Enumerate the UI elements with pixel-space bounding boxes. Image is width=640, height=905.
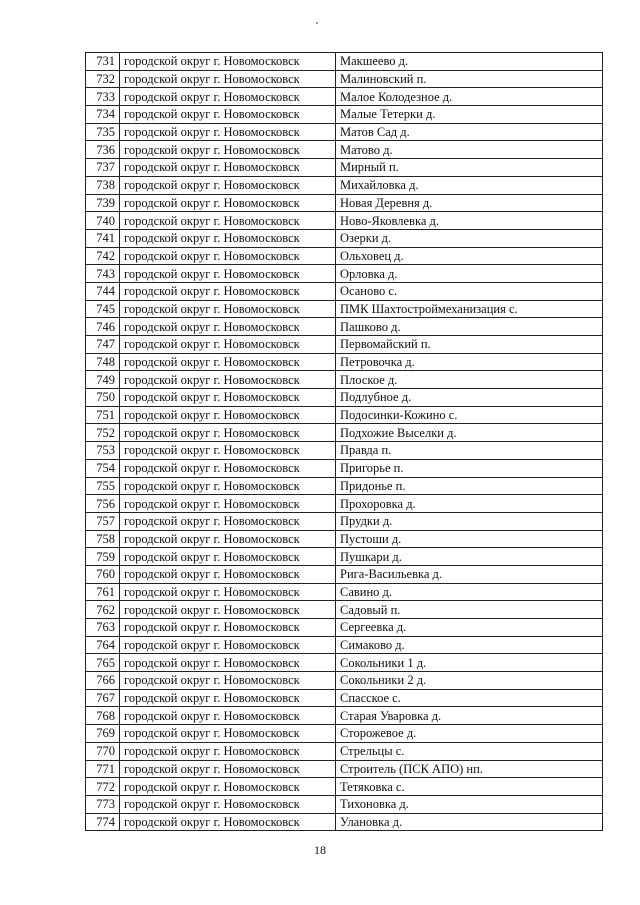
district-cell: городской округ г. Новомосковск (120, 318, 336, 336)
district-cell: городской округ г. Новомосковск (120, 654, 336, 672)
row-number-cell: 731 (86, 53, 120, 71)
settlement-cell: Сторожевое д. (336, 725, 603, 743)
row-number-cell: 737 (86, 159, 120, 177)
row-number-cell: 766 (86, 672, 120, 690)
district-cell: городской округ г. Новомосковск (120, 88, 336, 106)
district-cell: городской округ г. Новомосковск (120, 742, 336, 760)
table-row (86, 336, 603, 354)
settlement-cell: Макшеево д. (336, 53, 603, 71)
settlement-cell: Первомайский п. (336, 336, 603, 354)
row-number-cell: 745 (86, 300, 120, 318)
table-row (86, 265, 603, 283)
row-number-cell: 753 (86, 442, 120, 460)
district-cell: городской округ г. Новомосковск (120, 565, 336, 583)
settlement-cell: Сергеевка д. (336, 619, 603, 637)
row-number-cell: 751 (86, 406, 120, 424)
settlement-cell: Орловка д. (336, 265, 603, 283)
settlement-cell: Ольховец д. (336, 247, 603, 265)
table-row (86, 512, 603, 530)
settlement-cell: Пашково д. (336, 318, 603, 336)
district-cell: городской округ г. Новомосковск (120, 70, 336, 88)
table-row (86, 530, 603, 548)
table-row (86, 176, 603, 194)
row-number-cell: 767 (86, 689, 120, 707)
district-cell: городской округ г. Новомосковск (120, 495, 336, 513)
settlement-cell: Михайловка д. (336, 176, 603, 194)
district-cell: городской округ г. Новомосковск (120, 548, 336, 566)
district-cell: городской округ г. Новомосковск (120, 265, 336, 283)
table-row (86, 282, 603, 300)
settlement-cell: Строитель (ПСК АПО) нп. (336, 760, 603, 778)
district-cell: городской округ г. Новомосковск (120, 353, 336, 371)
district-cell: городской округ г. Новомосковск (120, 159, 336, 177)
table-row (86, 654, 603, 672)
row-number-cell: 756 (86, 495, 120, 513)
settlement-cell: Новая Деревня д. (336, 194, 603, 212)
row-number-cell: 773 (86, 795, 120, 813)
table-row (86, 318, 603, 336)
row-number-cell: 755 (86, 477, 120, 495)
table-row (86, 760, 603, 778)
table-row (86, 707, 603, 725)
table-row (86, 725, 603, 743)
district-cell: городской округ г. Новомосковск (120, 282, 336, 300)
district-cell: городской округ г. Новомосковск (120, 530, 336, 548)
settlement-cell: Ново-Яковлевка д. (336, 212, 603, 230)
row-number-cell: 765 (86, 654, 120, 672)
district-cell: городской округ г. Новомосковск (120, 813, 336, 831)
table-row (86, 795, 603, 813)
row-number-cell: 750 (86, 389, 120, 407)
table-row (86, 70, 603, 88)
settlement-cell: Подлубное д. (336, 389, 603, 407)
settlement-cell: Сокольники 2 д. (336, 672, 603, 690)
row-number-cell: 748 (86, 353, 120, 371)
table-row (86, 141, 603, 159)
row-number-cell: 746 (86, 318, 120, 336)
settlement-cell: Тетяковка с. (336, 778, 603, 796)
table-row (86, 583, 603, 601)
settlement-cell: Озерки д. (336, 229, 603, 247)
row-number-cell: 742 (86, 247, 120, 265)
row-number-cell: 744 (86, 282, 120, 300)
settlement-cell: Матово д. (336, 141, 603, 159)
settlement-cell: Пушкари д. (336, 548, 603, 566)
table-body (86, 53, 603, 831)
settlement-cell: Плоское д. (336, 371, 603, 389)
district-cell: городской округ г. Новомосковск (120, 247, 336, 265)
district-cell: городской округ г. Новомосковск (120, 106, 336, 124)
table-row (86, 459, 603, 477)
row-number-cell: 768 (86, 707, 120, 725)
district-cell: городской округ г. Новомосковск (120, 601, 336, 619)
district-cell: городской округ г. Новомосковск (120, 707, 336, 725)
district-cell: городской округ г. Новомосковск (120, 477, 336, 495)
district-cell: городской округ г. Новомосковск (120, 300, 336, 318)
row-number-cell: 763 (86, 619, 120, 637)
settlement-cell: Петровочка д. (336, 353, 603, 371)
table-row (86, 424, 603, 442)
table-row (86, 212, 603, 230)
table-row (86, 742, 603, 760)
settlement-cell: Стрельцы с. (336, 742, 603, 760)
row-number-cell: 759 (86, 548, 120, 566)
settlement-cell: Тихоновка д. (336, 795, 603, 813)
district-cell: городской округ г. Новомосковск (120, 795, 336, 813)
settlements-table (85, 52, 603, 831)
settlement-cell: Правда п. (336, 442, 603, 460)
settlement-cell: ПМК Шахтостроймеханизация с. (336, 300, 603, 318)
settlement-cell: Сокольники 1 д. (336, 654, 603, 672)
row-number-cell: 762 (86, 601, 120, 619)
table-row (86, 53, 603, 71)
row-number-cell: 743 (86, 265, 120, 283)
row-number-cell: 758 (86, 530, 120, 548)
district-cell: городской округ г. Новомосковск (120, 619, 336, 637)
table-row (86, 88, 603, 106)
table-row (86, 247, 603, 265)
settlement-cell: Спасское с. (336, 689, 603, 707)
table-row (86, 123, 603, 141)
district-cell: городской округ г. Новомосковск (120, 424, 336, 442)
scan-mark (316, 22, 318, 24)
row-number-cell: 769 (86, 725, 120, 743)
settlement-cell: Матов Сад д. (336, 123, 603, 141)
district-cell: городской округ г. Новомосковск (120, 176, 336, 194)
row-number-cell: 761 (86, 583, 120, 601)
settlement-cell: Савино д. (336, 583, 603, 601)
table-row (86, 229, 603, 247)
table-row (86, 672, 603, 690)
district-cell: городской округ г. Новомосковск (120, 194, 336, 212)
settlement-cell: Рига-Васильевка д. (336, 565, 603, 583)
table-row (86, 778, 603, 796)
district-cell: городской округ г. Новомосковск (120, 760, 336, 778)
district-cell: городской округ г. Новомосковск (120, 212, 336, 230)
row-number-cell: 772 (86, 778, 120, 796)
table-row (86, 300, 603, 318)
settlement-cell: Симаково д. (336, 636, 603, 654)
table-row (86, 619, 603, 637)
district-cell: городской округ г. Новомосковск (120, 229, 336, 247)
settlement-cell: Малиновский п. (336, 70, 603, 88)
row-number-cell: 747 (86, 336, 120, 354)
table-row (86, 353, 603, 371)
table-row (86, 601, 603, 619)
table-row (86, 565, 603, 583)
page-number: 18 (314, 843, 326, 857)
district-cell: городской округ г. Новомосковск (120, 336, 336, 354)
settlement-cell: Прохоровка д. (336, 495, 603, 513)
district-cell: городской округ г. Новомосковск (120, 689, 336, 707)
row-number-cell: 736 (86, 141, 120, 159)
settlement-cell: Старая Уваровка д. (336, 707, 603, 725)
settlement-cell: Придонье п. (336, 477, 603, 495)
row-number-cell: 770 (86, 742, 120, 760)
row-number-cell: 752 (86, 424, 120, 442)
district-cell: городской округ г. Новомосковск (120, 406, 336, 424)
district-cell: городской округ г. Новомосковск (120, 672, 336, 690)
district-cell: городской округ г. Новомосковск (120, 512, 336, 530)
row-number-cell: 732 (86, 70, 120, 88)
district-cell: городской округ г. Новомосковск (120, 389, 336, 407)
row-number-cell: 740 (86, 212, 120, 230)
row-number-cell: 733 (86, 88, 120, 106)
settlement-cell: Подосинки-Кожино с. (336, 406, 603, 424)
table-row (86, 389, 603, 407)
district-cell: городской округ г. Новомосковск (120, 636, 336, 654)
settlement-cell: Малое Колодезное д. (336, 88, 603, 106)
settlement-cell: Малые Тетерки д. (336, 106, 603, 124)
table-row (86, 194, 603, 212)
settlement-cell: Мирный п. (336, 159, 603, 177)
row-number-cell: 734 (86, 106, 120, 124)
district-cell: городской округ г. Новомосковск (120, 778, 336, 796)
table-row (86, 495, 603, 513)
settlement-cell: Пригорье п. (336, 459, 603, 477)
table-row (86, 371, 603, 389)
row-number-cell: 771 (86, 760, 120, 778)
district-cell: городской округ г. Новомосковск (120, 583, 336, 601)
district-cell: городской округ г. Новомосковск (120, 725, 336, 743)
settlement-cell: Прудки д. (336, 512, 603, 530)
row-number-cell: 739 (86, 194, 120, 212)
district-cell: городской округ г. Новомосковск (120, 123, 336, 141)
row-number-cell: 738 (86, 176, 120, 194)
table-row (86, 106, 603, 124)
row-number-cell: 774 (86, 813, 120, 831)
district-cell: городской округ г. Новомосковск (120, 442, 336, 460)
settlement-cell: Пустоши д. (336, 530, 603, 548)
row-number-cell: 741 (86, 229, 120, 247)
district-cell: городской округ г. Новомосковск (120, 53, 336, 71)
district-cell: городской округ г. Новомосковск (120, 371, 336, 389)
table-row (86, 548, 603, 566)
row-number-cell: 764 (86, 636, 120, 654)
row-number-cell: 749 (86, 371, 120, 389)
table-row (86, 406, 603, 424)
district-cell: городской округ г. Новомосковск (120, 459, 336, 477)
settlement-cell: Подхожие Выселки д. (336, 424, 603, 442)
table-row (86, 477, 603, 495)
row-number-cell: 757 (86, 512, 120, 530)
table-row (86, 442, 603, 460)
table-row (86, 689, 603, 707)
table-row (86, 636, 603, 654)
settlement-cell: Улановка д. (336, 813, 603, 831)
settlement-cell: Осаново с. (336, 282, 603, 300)
row-number-cell: 754 (86, 459, 120, 477)
table-row (86, 159, 603, 177)
district-cell: городской округ г. Новомосковск (120, 141, 336, 159)
settlement-cell: Садовый п. (336, 601, 603, 619)
row-number-cell: 760 (86, 565, 120, 583)
table-row (86, 813, 603, 831)
row-number-cell: 735 (86, 123, 120, 141)
